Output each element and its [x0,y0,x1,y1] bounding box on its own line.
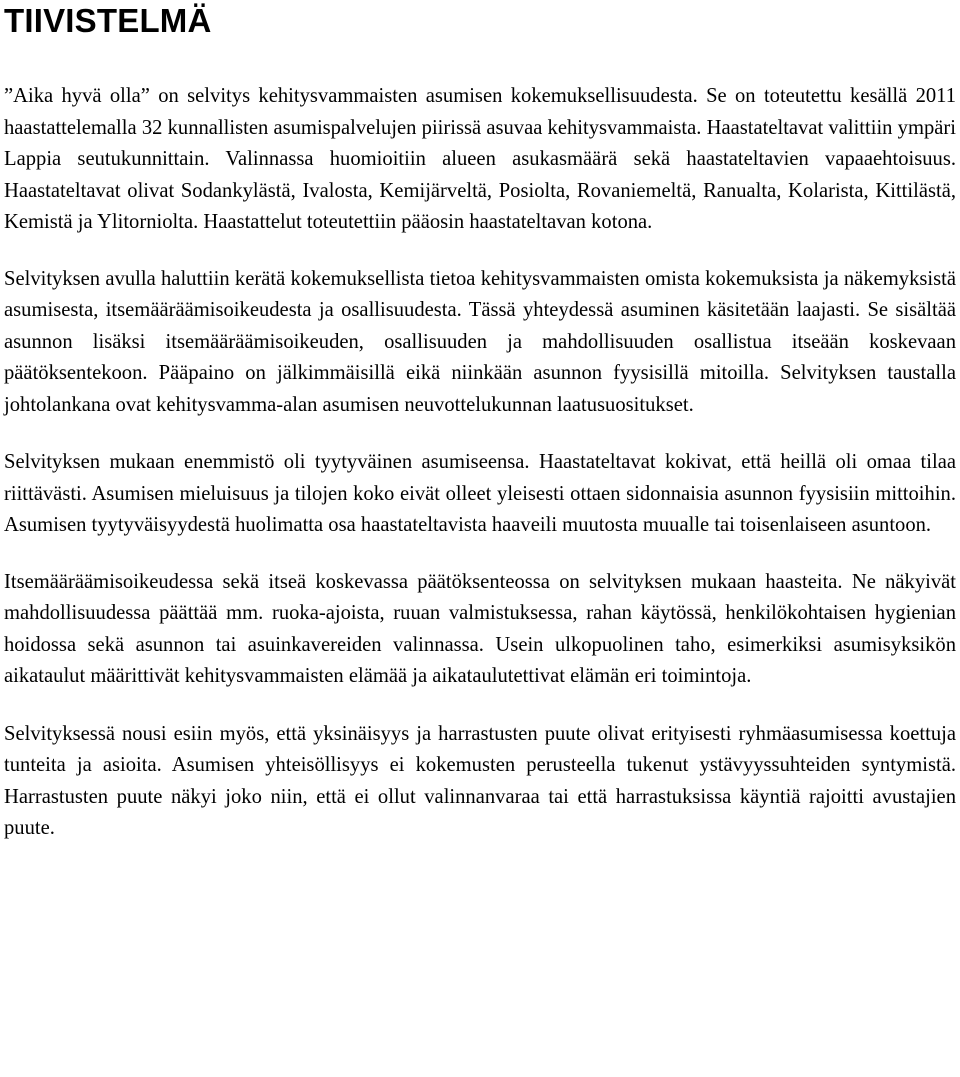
paragraph-loneliness: Selvityksessä nousi esiin myös, että yksinäisyys ja harrastusten puute olivat erityisesti ryhmäasumisessa koettuja tunteita ja asioita. Asumisen yhteisöllisyys ei kokemusten perusteella tukenut ystävyyssuhteiden syntymistä. Harrastusten puute näkyi joko niin, että ei ollut valinnanvaraa tai että harrastuksissa käyntiä rajoitti avustajien puute. [4,722,956,839]
paragraph-purpose: Selvityksen avulla haluttiin kerätä kokemuksellista tietoa kehitysvammaisten omista kokemuksista ja näkemyksistä asumisesta, itsemääräämisoikeudesta ja osallisuudesta. Tässä yhteydessä asuminen käsitetään laajasti. Se sisältää asunnon lisäksi itsemääräämisoikeuden, osallisuuden ja mahdollisuuden osallistua itseään koskevaan päätöksentekoon. Pääpaino on jälkimmäisillä eikä niinkään asunnon fyysisillä mitoilla. Selvityksen taustalla johtolankana ovat kehitysvamma-alan asumisen neuvottelukunnan laatusuositukset. [4,267,956,416]
document-page [4,0,956,845]
paragraph-self-determination: Itsemääräämisoikeudessa sekä itseä koskevassa päätöksenteossa on selvityksen mukaan haasteita. Ne näkyivät mahdollisuudessa päättää mm. ruoka-ajoista, ruuan valmistuksessa, rahan käytössä, henkilökohtaisen hygienian hoidossa sekä asunnon tai asuinkavereiden valinnassa. Usein ulkopuolinen taho, esimerkiksi asumisyksikön aikataulut määrittivät kehitysvammaisten elämää ja aikataulutettivat elämän eri toimintoja. [4,570,956,687]
paragraph-intro: ”Aika hyvä olla” on selvitys kehitysvammaisten asumisen kokemuksellisuudesta. Se on toteutettu kesällä 2011 haastattelemalla 32 kunnallisten asumispalvelujen piirissä asuvaa kehitysvammaista. Haastateltavat valittiin ympäri Lappia seutukunnittain. Valinnassa huomioitiin alueen asukasmäärä sekä haastateltavien vapaaehtoisuus. Haastateltavat olivat Sodankylästä, Ivalosta, Kemijärveltä, Posiolta, Rovaniemeltä, Ranualta, Kolarista, Kittilästä, Kemistä ja Ylitorniolta. Haastattelut toteutettiin pääosin haastateltavan kotona. [4,85,956,233]
paragraph-satisfaction: Selvityksen mukaan enemmistö oli tyytyväinen asumiseensa. Haastateltavat kokivat, että heillä oli omaa tilaa riittävästi. Asumisen mieluisuus ja tilojen koko eivät olleet yleisesti ottaen sidonnaisia asunnon fyysisiin mittoihin. Asumisen tyytyväisyydestä huolimatta osa haastateltavista haaveili muutosta muualle tai toisenlaiseen asuntoon. [4,451,956,536]
page-title: TIIVISTELMÄ [4,2,212,39]
